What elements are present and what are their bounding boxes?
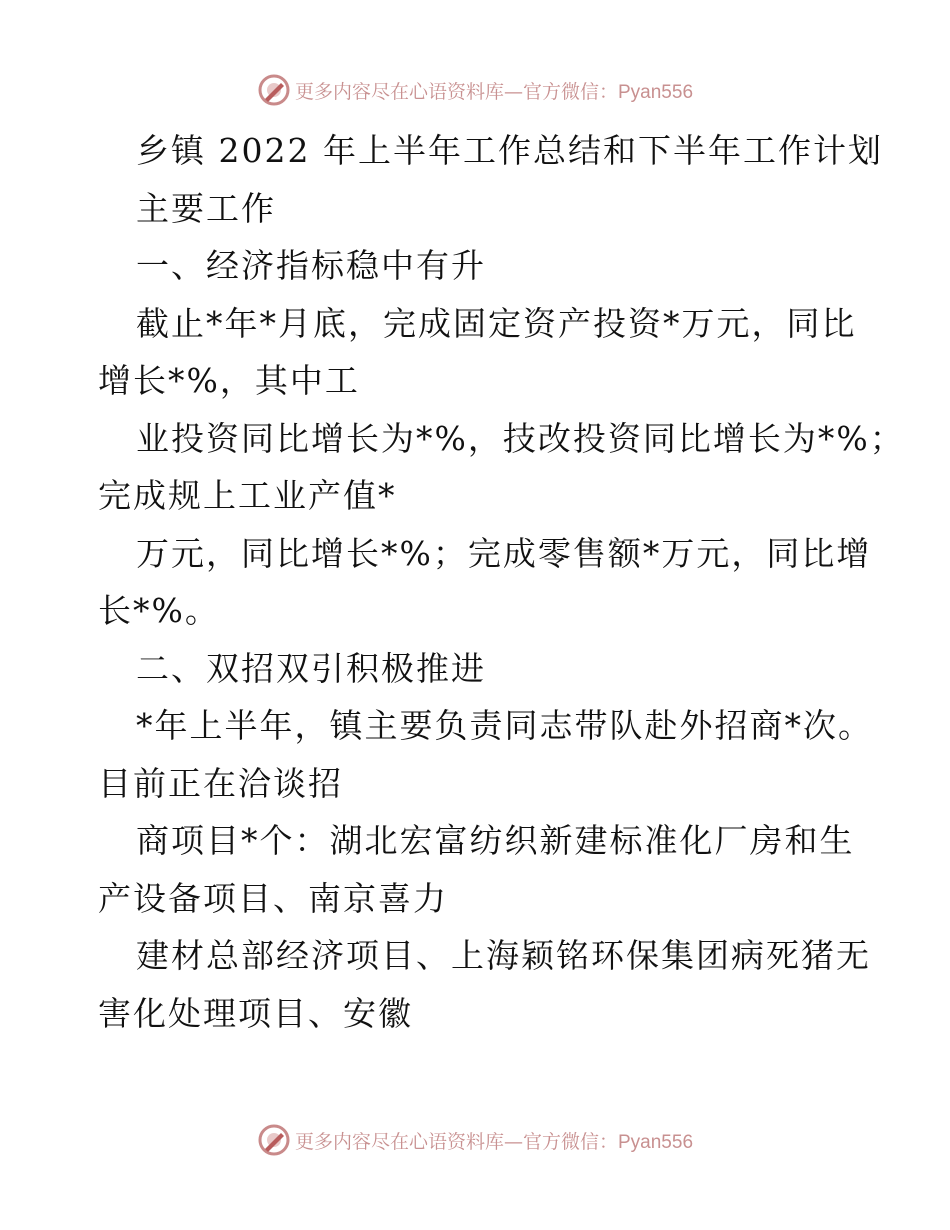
text-line: 二、双招双引积极推进 [136,648,486,688]
text-line: 产设备项目、南京喜力 [98,878,448,918]
text-line: 万元，同比增长*%；完成零售额*万元，同比增 [136,533,872,573]
text-line: 增长*%，其中工 [98,361,360,400]
text-line: 一、经济指标稳中有升 [136,246,486,285]
watermark-logo-icon [257,1123,291,1157]
text-line: 害化处理项目、安徽 [98,993,413,1033]
text-line: 长*%。 [98,591,220,630]
watermark-logo-icon [257,73,291,107]
text-line: 截止*年*月底，完成固定资产投资*万元，同比 [136,303,857,343]
header-watermark [0,72,950,108]
watermark-text: 更多内容尽在心语资料库—官方微信：Pyan556 [294,1130,694,1153]
document-body [98,122,905,1042]
text-line: 建材总部经济项目、上海颖铭环保集团病死猪无 [136,936,871,975]
footer-watermark [0,1122,950,1158]
watermark-text: 更多内容尽在心语资料库—官方微信：Pyan556 [294,80,694,103]
text-line: 业投资同比增长为*%，技改投资同比增长为*%； [136,418,905,458]
text-line: 商项目*个：湖北宏富纺织新建标准化厂房和生 [136,821,855,860]
text-line: *年上半年，镇主要负责同志带队赴外招商*次。 [136,706,873,745]
text-line: 乡镇 2022 年上半年工作总结和下半年工作计划 [136,131,883,170]
text-line: 完成规上工业产值* [98,476,397,515]
text-line: 主要工作 [136,188,276,228]
text-line: 目前正在洽谈招 [98,763,343,803]
